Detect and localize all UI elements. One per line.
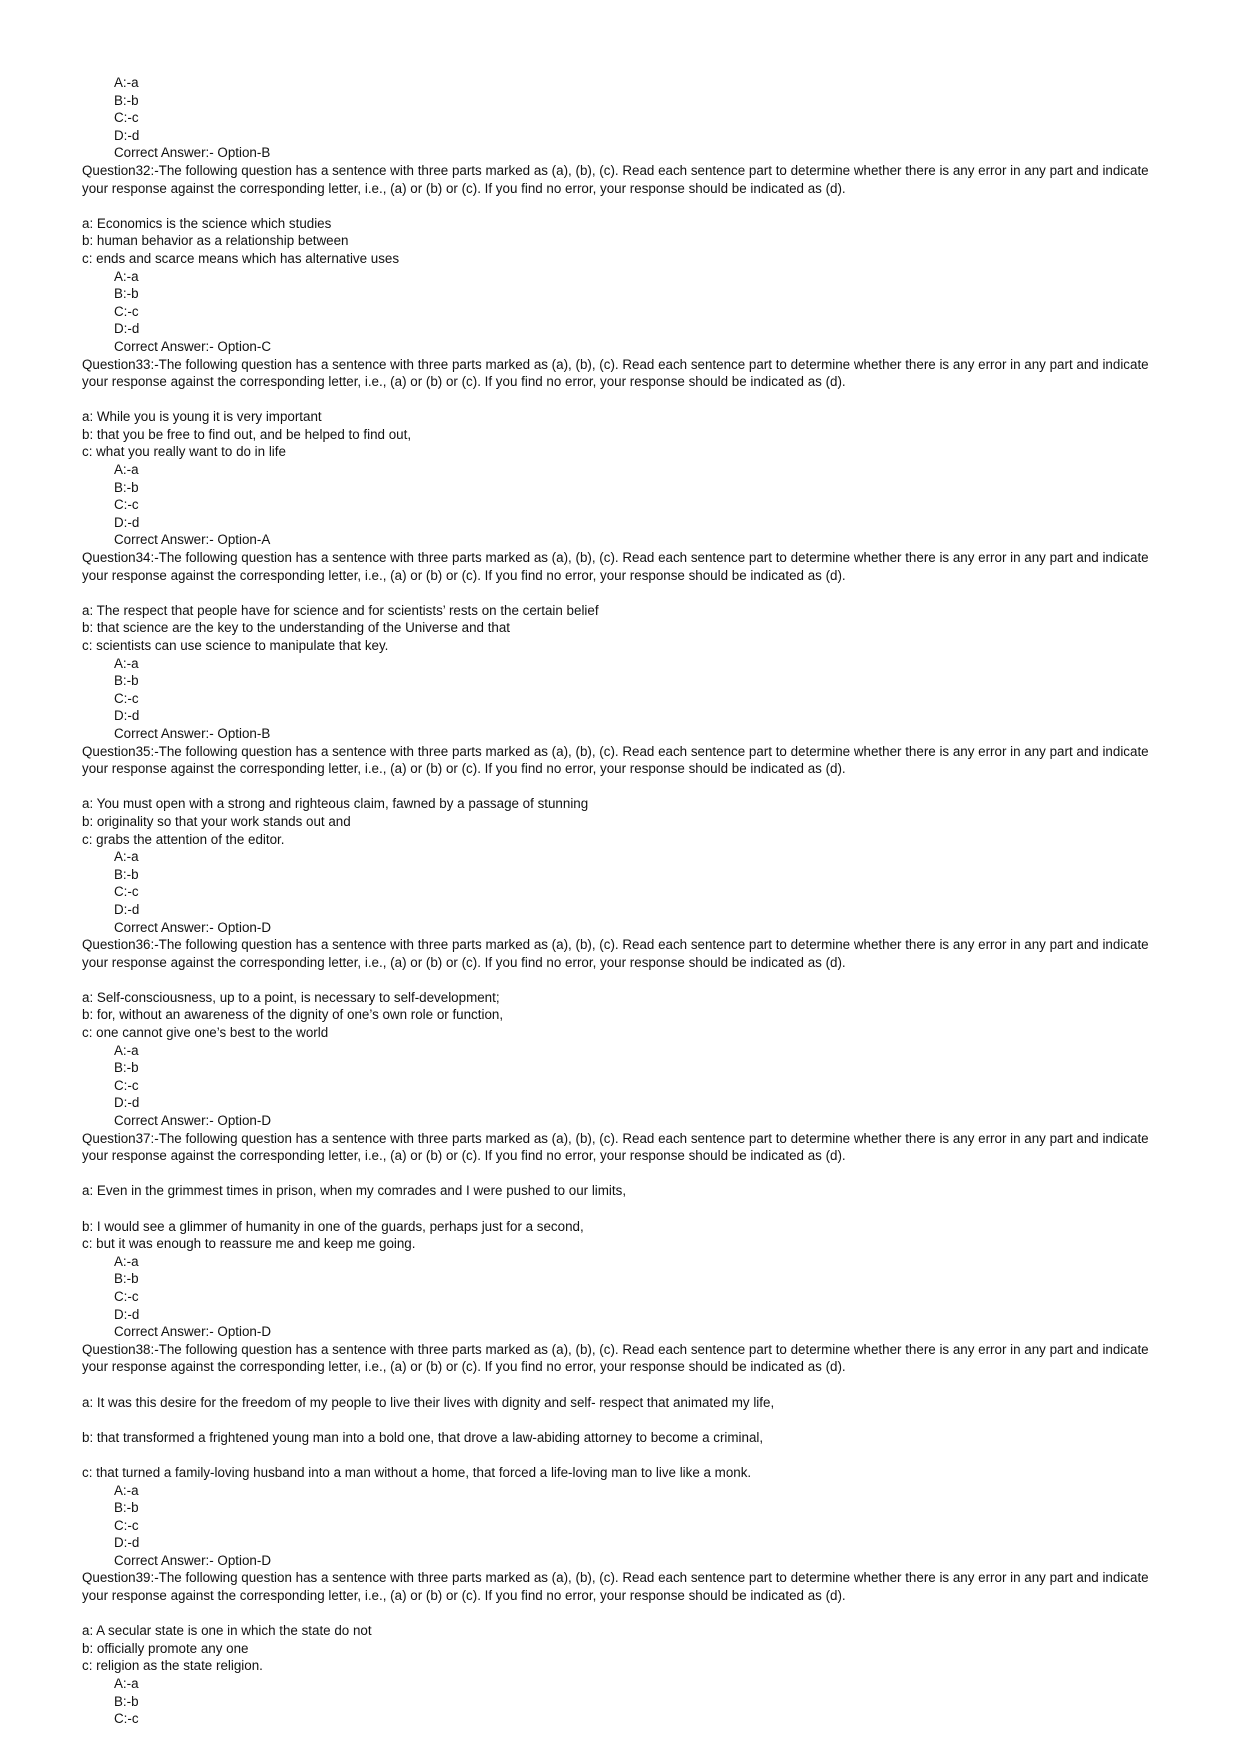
question-prompt: Question32:-The following question has a sentence with three parts marked as (a), (b), (c). Read each sentence part to determine whether there is any error in any part and indicate your response against the corresponding letter, i.e., (a) or (b) or (c). If you find no error, your response should be indicated as (d). — [82, 162, 1149, 196]
answer-option: B:-b — [114, 1060, 139, 1076]
sentence-part: c: one cannot give one’s best to the world — [82, 1025, 329, 1041]
question-list — [82, 162, 1162, 1728]
sentence-part: b: that you be free to find out, and be helped to find out, — [82, 426, 412, 442]
answer-option: D:-d — [114, 1095, 140, 1111]
question-prompt: Question35:-The following question has a sentence with three parts marked as (a), (b), (c). Read each sentence part to determine whether there is any error in any part and indicate your response against the corresponding letter, i.e., (a) or (b) or (c). If you find no error, your response should be indicated as (d). — [82, 743, 1149, 777]
spacer — [82, 1165, 1162, 1183]
answer-option: D:-d — [114, 708, 140, 724]
answer-option: A:-a — [114, 268, 139, 284]
sentence-part: a: The respect that people have for science and for scientists’ rests on the certain belief — [82, 602, 599, 618]
sentence-part: a: While you is young it is very important — [82, 409, 322, 425]
answer-option: A:-a — [114, 1676, 139, 1692]
sentence-part: c: religion as the state religion. — [82, 1658, 263, 1674]
option-a: A:-a — [114, 75, 139, 90]
sentence-part: c: grabs the attention of the editor. — [82, 831, 285, 847]
question-prompt: Question34:-The following question has a sentence with three parts marked as (a), (b), (c). Read each sentence part to determine whether there is any error in any part and indicate your response against the corresponding letter, i.e., (a) or (b) or (c). If you find no error, your response should be indicated as (d). — [82, 550, 1149, 583]
lead-options — [82, 74, 1162, 162]
question-block — [82, 743, 1162, 937]
answer-option: B:-b — [114, 286, 139, 302]
sentence-part: b: that transformed a frightened young man into a bold one, that drove a law-abiding attorney to become a criminal, — [82, 1429, 764, 1445]
question-block — [82, 549, 1162, 743]
answer-option: C:-c — [114, 884, 139, 900]
sentence-part: b: that science are the key to the understanding of the Universe and that — [82, 620, 511, 636]
sentence-part: b: I would see a glimmer of humanity in one of the guards, perhaps just for a second, — [82, 1218, 584, 1234]
sentence-part: c: what you really want to do in life — [82, 444, 286, 460]
answer-option: A:-a — [114, 849, 139, 865]
answer-option: A:-a — [114, 1482, 139, 1498]
sentence-part: b: originality so that your work stands out and — [82, 813, 351, 829]
sentence-part: b: for, without an awareness of the dignity of one’s own role or function, — [82, 1007, 504, 1023]
correct-answer: Correct Answer:- Option-D — [114, 1552, 272, 1568]
correct-answer: Correct Answer:- Option-B — [114, 145, 271, 161]
correct-answer: Correct Answer:- Option-C — [114, 338, 272, 354]
question-prompt: Question38:-The following question has a sentence with three parts marked as (a), (b), (c). Read each sentence part to determine whether there is any error in any part and indicate your response against the corresponding letter, i.e., (a) or (b) or (c). If you find no error, your response should be indicated as (d). — [82, 1341, 1149, 1375]
option-d: D:-d — [114, 127, 140, 143]
answer-option: B:-b — [114, 673, 139, 689]
spacer — [82, 1200, 1162, 1218]
spacer — [82, 778, 1162, 796]
answer-option: B:-b — [114, 1693, 139, 1709]
correct-answer: Correct Answer:- Option-D — [114, 1324, 272, 1340]
sentence-part: c: that turned a family-loving husband into a man without a home, that forced a life-loving man to live like a monk. — [82, 1464, 752, 1480]
sentence-part: c: but it was enough to reassure me and keep me going. — [82, 1236, 416, 1252]
answer-option: C:-c — [114, 497, 139, 513]
correct-answer: Correct Answer:- Option-B — [114, 725, 271, 741]
sentence-part: a: It was this desire for the freedom of my people to live their lives with dignity and self- respect that animated my life, — [82, 1394, 775, 1410]
sentence-part: a: A secular state is one in which the state do not — [82, 1623, 372, 1639]
answer-option: B:-b — [114, 1271, 139, 1287]
answer-option: A:-a — [114, 1042, 139, 1058]
option-c: C:-c — [114, 110, 139, 126]
answer-option: D:-d — [114, 1306, 140, 1322]
question-block — [82, 1569, 1162, 1727]
question-prompt: Question37:-The following question has a sentence with three parts marked as (a), (b), (c). Read each sentence part to determine whether there is any error in any part and indicate your response against the corresponding letter, i.e., (a) or (b) or (c). If you find no error, your response should be indicated as (d). — [82, 1130, 1149, 1164]
question-block — [82, 936, 1162, 1130]
correct-answer: Correct Answer:- Option-D — [114, 1113, 272, 1129]
spacer — [82, 584, 1162, 602]
answer-option: B:-b — [114, 1500, 139, 1516]
answer-option: C:-c — [114, 690, 139, 706]
question-block — [82, 356, 1162, 550]
correct-answer: Correct Answer:- Option-A — [114, 532, 271, 548]
answer-option: B:-b — [114, 866, 139, 882]
answer-option: A:-a — [114, 1253, 139, 1269]
answer-option: D:-d — [114, 901, 140, 917]
spacer — [82, 1376, 1162, 1394]
sentence-part: a: Self-consciousness, up to a point, is necessary to self-development; — [82, 989, 500, 1005]
answer-option: D:-d — [114, 1535, 140, 1551]
spacer — [82, 197, 1162, 215]
sentence-part: a: Even in the grimmest times in prison, when my comrades and I were pushed to our limits, — [82, 1183, 627, 1199]
question-block — [82, 162, 1162, 356]
sentence-part: b: officially promote any one — [82, 1640, 249, 1656]
spacer — [82, 1411, 1162, 1429]
question-prompt: Question33:-The following question has a sentence with three parts marked as (a), (b), (c). Read each sentence part to determine whether there is any error in any part and indicate your response against the corresponding letter, i.e., (a) or (b) or (c). If you find no error, your response should be indicated as (d). — [82, 356, 1149, 390]
answer-option: A:-a — [114, 655, 139, 671]
answer-option: D:-d — [114, 321, 140, 337]
answer-option: C:-c — [114, 1077, 139, 1093]
correct-answer: Correct Answer:- Option-D — [114, 919, 272, 935]
answer-option: C:-c — [114, 1517, 139, 1533]
spacer — [82, 971, 1162, 989]
answer-option: C:-c — [114, 1288, 139, 1304]
spacer — [82, 1605, 1162, 1623]
document-page — [82, 74, 1162, 1728]
question-block — [82, 1130, 1162, 1341]
sentence-part: a: You must open with a strong and righteous claim, fawned by a passage of stunning — [82, 796, 589, 812]
spacer — [82, 391, 1162, 409]
spacer — [82, 1446, 1162, 1464]
sentence-part: c: ends and scarce means which has alternative uses — [82, 250, 400, 266]
answer-option: C:-c — [114, 303, 139, 319]
answer-option: D:-d — [114, 514, 140, 530]
sentence-part: c: scientists can use science to manipulate that key. — [82, 638, 389, 653]
answer-option: C:-c — [114, 1711, 139, 1727]
question-prompt: Question39:-The following question has a sentence with three parts marked as (a), (b), (c). Read each sentence part to determine whether there is any error in any part and indicate your response against the corresponding letter, i.e., (a) or (b) or (c). If you find no error, your response should be indicated as (d). — [82, 1570, 1149, 1604]
sentence-part: b: human behavior as a relationship between — [82, 233, 349, 249]
sentence-part: a: Economics is the science which studies — [82, 215, 332, 231]
answer-option: A:-a — [114, 462, 139, 478]
answer-option: B:-b — [114, 479, 139, 495]
question-prompt: Question36:-The following question has a sentence with three parts marked as (a), (b), (c). Read each sentence part to determine whether there is any error in any part and indicate your response against the corresponding letter, i.e., (a) or (b) or (c). If you find no error, your response should be indicated as (d). — [82, 937, 1149, 970]
option-b: B:-b — [114, 92, 139, 108]
question-block — [82, 1341, 1162, 1570]
